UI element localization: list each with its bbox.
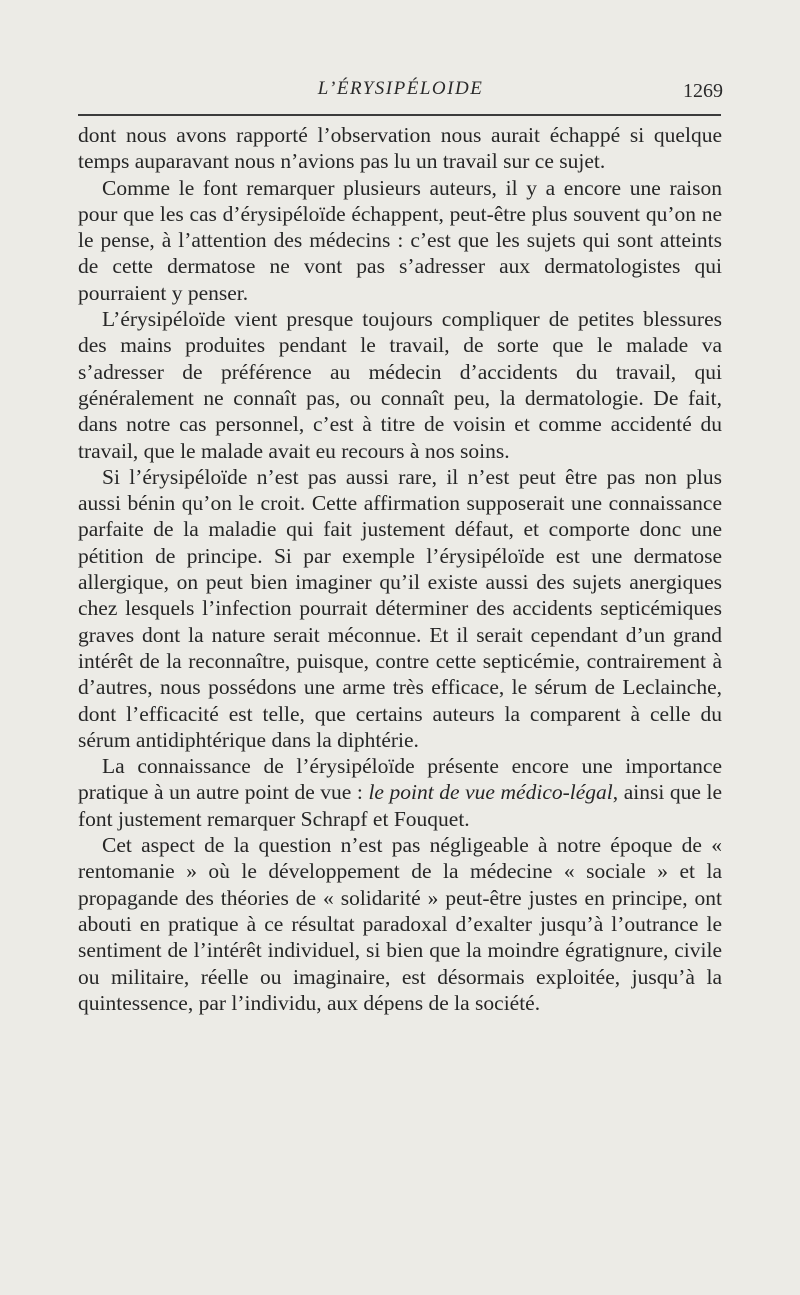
paragraph-5 xyxy=(78,753,722,832)
running-title: L’ÉRYSIPÉLOIDE xyxy=(317,78,484,99)
page-number: 1269 xyxy=(683,80,723,102)
paragraph-5-end: , ainsi que le font justement remarquer Schrapf et Fouquet. xyxy=(78,780,723,831)
paragraph-4: Si l’érysipéloïde n’est pas aussi rare, il n’est peut être pas non plus aussi bénin qu’on le croit. Cette affirmation supposerait une connaissance parfaite de la maladie qui fait justement défaut, et comporte donc une pétition de principe. Si par exemple l’érysipéloïde est une dermatose allergique, on peut bien imaginer qu’il existe aussi des sujets anergiques chez lesquels l’infection pourrait déterminer des accidents septicémiques graves dont la nature serait méconnue. Et il serait cependant d’un grand intérêt de la reconnaître, puisque, contre cette septicémie, contrairement à d’autres, nous possédons une arme très efficace, le sérum de Leclainche, dont l’efficacité est telle, que certains auteurs la comparent à celle du sérum antidiphtérique dans la diphtérie. xyxy=(78,464,722,752)
paragraph-1: dont nous avons rapporté l’observation nous aurait échappé si quelque temps auparavant nous n’avions pas lu un travail sur ce sujet. xyxy=(78,123,722,174)
paragraph-2: Comme le font remarquer plusieurs auteurs, il y a encore une raison pour que les cas d’érysipéloïde échappent, peut-être plus souvent qu’on ne le pense, à l’attention des médecins : c’est que les sujets qui sont atteints de cette dermatose ne vont pas s’adresser aux dermatologistes qui pourraient y penser. xyxy=(78,175,722,305)
running-header xyxy=(78,76,723,104)
paragraph-3: L’érysipéloïde vient presque toujours compliquer de petites blessures des mains produites pendant le travail, de sorte que le malade va s’adresser de préférence au médecin d’accidents du travail, qui généralement ne connaît pas, ou connaît peu, la dermatologie. De fait, dans notre cas personnel, c’est à titre de voisin et comme accidenté du travail, que le malade avait eu recours à nos soins. xyxy=(78,307,722,463)
paragraph-5-start: La connaissance de l’érysipéloïde présente encore une importance pratique à un autre point de vue : xyxy=(78,754,722,805)
header-rule xyxy=(78,114,721,116)
body-text xyxy=(78,122,722,1016)
paragraph-6: Cet aspect de la question n’est pas négligeable à notre époque de « rentomanie » où le développement de la médecine « sociale » et la propagande des théories de « solidarité » peut-être justes en principe, ont abouti en pratique à ce résultat paradoxal d’exalter jusqu’à l’outrance le sentiment de l’intérêt individuel, si bien que la moindre égratignure, civile ou militaire, réelle ou imaginaire, est désormais exploitée, jusqu’à la quintessence, par l’individu, aux dépens de la société. xyxy=(78,833,722,1015)
paragraph-5-italic: le point de vue médico-légal xyxy=(368,780,613,805)
